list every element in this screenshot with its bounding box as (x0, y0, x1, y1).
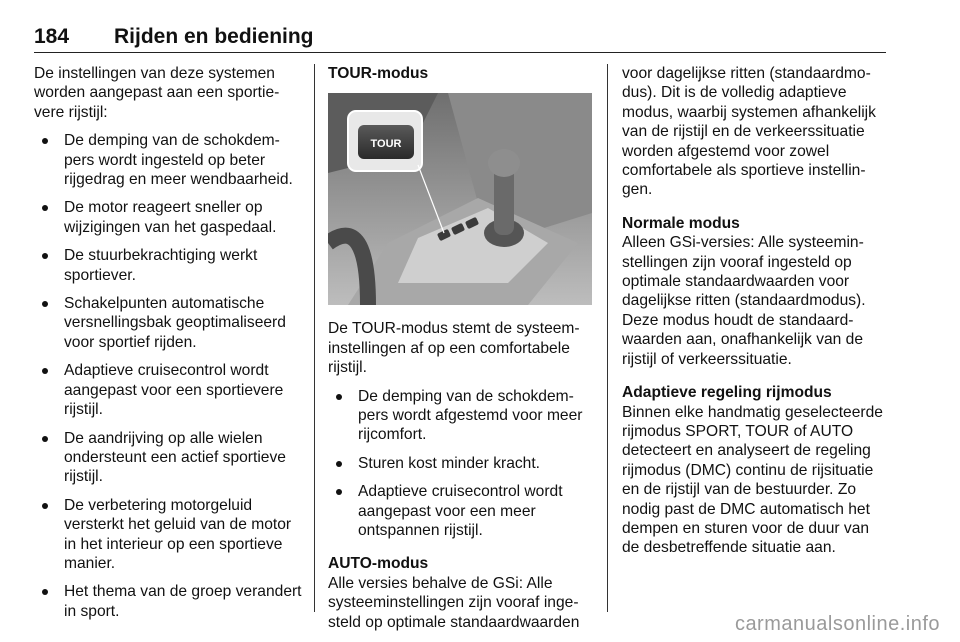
bullet-icon (42, 589, 48, 595)
list-item: Het thema van de groep verandert in sport. (34, 582, 302, 621)
bullet-icon (42, 253, 48, 259)
list-item: De aandrijving op alle wielen ondersteunt een actief sportieve rijstijl. (34, 429, 302, 487)
column-left (34, 64, 302, 621)
section-title: Rijden en bediening (114, 25, 314, 48)
sport-list (34, 131, 302, 621)
list-item: De verbetering motorgeluid versterkt het geluid van de motor in het interieur op een sportieve manier. (34, 496, 302, 574)
adaptive-text: Binnen elke handmatig geselecteerde rijmodus SPORT, TOUR of AUTO detecteert en analyseert de regeling rijmodus (DMC) continu de rijsituatie en de rijstijl van de bestuurder. Zo nodig past de DMC automatisch het dempen en sturen voor de duur van de desbetreffende situatie aan. (622, 403, 883, 557)
adaptive-heading: Adaptieve regeling rijmodus (622, 384, 832, 402)
bullet-icon (42, 301, 48, 307)
bullet-icon (42, 503, 48, 509)
column-middle (328, 64, 592, 632)
bullet-icon (336, 461, 342, 467)
tour-heading: TOUR-modus (328, 65, 429, 82)
normal-text: Alleen GSi-versies: Alle systeeminstellingen zijn vooraf ingesteld op optimale standaardwaarden voor dagelijkse ritten (standaardmodus). Deze modus houdt de standaardwaarden aan, onafhankelijk van de rijstijl of verkeerssituatie. (622, 234, 866, 368)
bullet-icon (42, 205, 48, 211)
tour-intro: De TOUR-modus stemt de systeeminstellingen af op een comfortabele rijstijl. (328, 320, 580, 377)
bullet-icon (42, 436, 48, 442)
auto-text-continued: voor dagelijkse ritten (standaardmodus). Dit is de volledig adaptieve modus, waarbij systemen afhankelijk van de rijstijl en de verkeerssituatie worden afgestemd voor zowel comfortabele als sportieve instellingen. (622, 65, 876, 199)
list-item: De demping van de schokdempers wordt afgestemd voor meer rijcomfort. (328, 387, 592, 445)
list-item: De motor reageert sneller op wijzigingen van het gaspedaal. (34, 198, 302, 237)
column-divider (607, 64, 608, 612)
bullet-icon (42, 368, 48, 374)
bullet-icon (336, 489, 342, 495)
list-item: Schakelpunten automatische versnellingsbak geoptimaliseerd voor sportief rijden. (34, 294, 302, 352)
sport-intro: De instellingen van deze systemen worden aangepast aan een sportievere rijstijl: (34, 65, 280, 121)
bullet-icon (336, 394, 342, 400)
tour-console-photo (328, 93, 592, 305)
list-item: Adaptieve cruisecontrol wordt aangepast voor een sportievere rijstijl. (34, 361, 302, 419)
tour-list (328, 387, 592, 541)
list-item: Adaptieve cruisecontrol wordt aangepast voor een meer ontspannen rijstijl. (328, 482, 592, 540)
bullet-icon (42, 138, 48, 144)
auto-heading: AUTO-modus (328, 555, 429, 573)
normal-heading: Normale modus (622, 214, 740, 232)
page-header (34, 22, 886, 53)
page-number: 184 (34, 25, 70, 48)
list-item: Sturen kost minder kracht. (328, 454, 592, 473)
watermark: carmanualsonline.info (734, 613, 940, 635)
list-item: De demping van de schokdempers wordt ingesteld op beter rijgedrag en meer wendbaarheid. (34, 131, 302, 189)
column-right (622, 64, 890, 558)
auto-text: Alle versies behalve de GSi: Alle systeeminstellingen zijn vooraf ingesteld op optimale standaardwaarden (328, 574, 580, 631)
tour-button-label: TOUR (370, 138, 402, 151)
column-divider (314, 64, 315, 612)
list-item: De stuurbekrachtiging werkt sportiever. (34, 246, 302, 285)
